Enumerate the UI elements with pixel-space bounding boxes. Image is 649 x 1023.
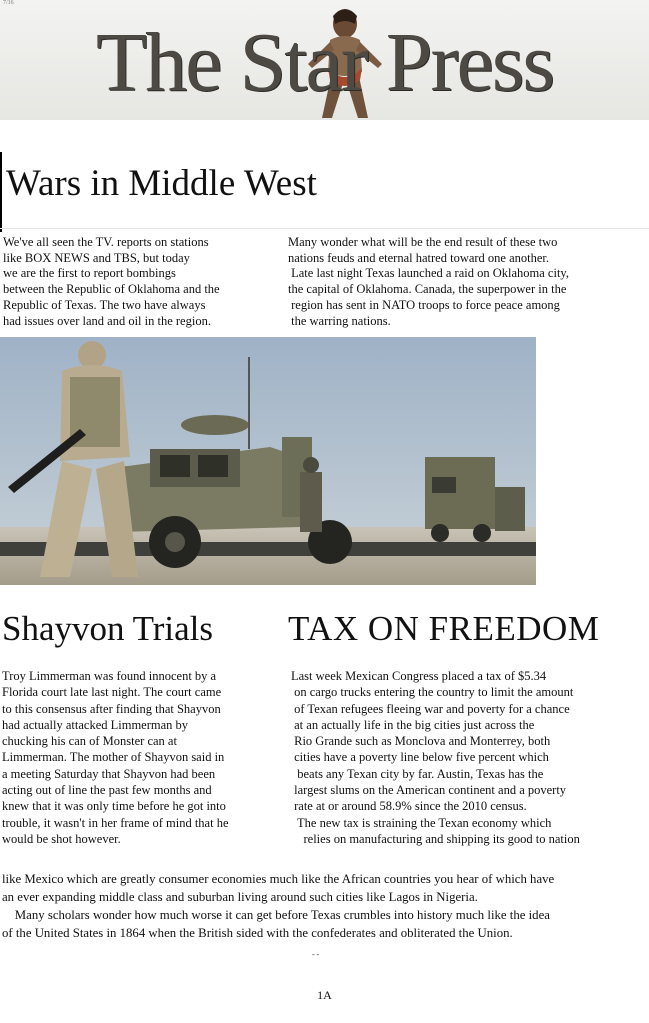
military-convoy-photo: [0, 337, 536, 585]
article-wars-column-right: Many wonder what will be the end result of these two nations feuds and eternal hatred toward one another. Late last night Texas launched a raid on Oklahoma city, the capital of Oklahoma. Canada, the superpower in the region has sent in NATO troops to force peace among the warring nations.: [288, 235, 569, 328]
masthead: [0, 0, 649, 120]
article-wars-column-left: We've all seen the TV. reports on stations like BOX NEWS and TBS, but today we are the first to report bombings between the Republic of Oklahoma and the Republic of Texas. The two have always had issues over land and oil in the region.: [3, 235, 220, 328]
corner-label: 7/16: [3, 0, 14, 6]
headline-shayvon-trials: Shayvon Trials: [2, 609, 214, 648]
headline-wars-in-middle-west: Wars in Middle West: [6, 163, 317, 204]
article-tax-body: Last week Mexican Congress placed a tax of $5.34 on cargo trucks entering the country to limit the amount of Texan refugees fleeing war and poverty for a chance at an actually life in the big cities just across the Rio Grande such as Monclova and Monterrey, both cities have a poverty line below five percent which beats any Texan city by far. Austin, Texas has the largest slums on the American continent and a poverty rate at or around 58.9% since the 2010 census. The new tax is straining the Texan economy which relies on manufacturing and shipping its good to nation: [291, 669, 580, 846]
separator-dots: - -: [312, 950, 320, 959]
headline-tax-on-freedom: TAX ON FREEDOM: [288, 609, 600, 648]
newspaper-title: The Star Press: [95, 16, 554, 109]
article-tax-continued: like Mexico which are greatly consumer economies much like the African countries you hear of which have an ever expanding middle class and suburban living around such cities like Lagos in Nigeria. Many scholars wonder how much worse it can get before Texas crumbles into history much like the idea of the United States in 1864 when the British sided with the confederates and obliterated the Union.: [2, 872, 555, 940]
article-shayvon-body: Troy Limmerman was found innocent by a Florida court late last night. The court came to this consensus after finding that Shayvon had actually attacked Limmerman by chucking his can of Monster can at Limmerman. The mother of Shayvon said in a meeting Saturday that Shayvon had been acting out of line the past few months and knew that it was only time before he got into trouble, it wasn't in her frame of mind that he would be shot however.: [2, 669, 229, 846]
headline-rule-bottom: [0, 228, 649, 229]
page-number: 1A: [317, 988, 332, 1002]
headline-rule-left: [0, 152, 2, 232]
